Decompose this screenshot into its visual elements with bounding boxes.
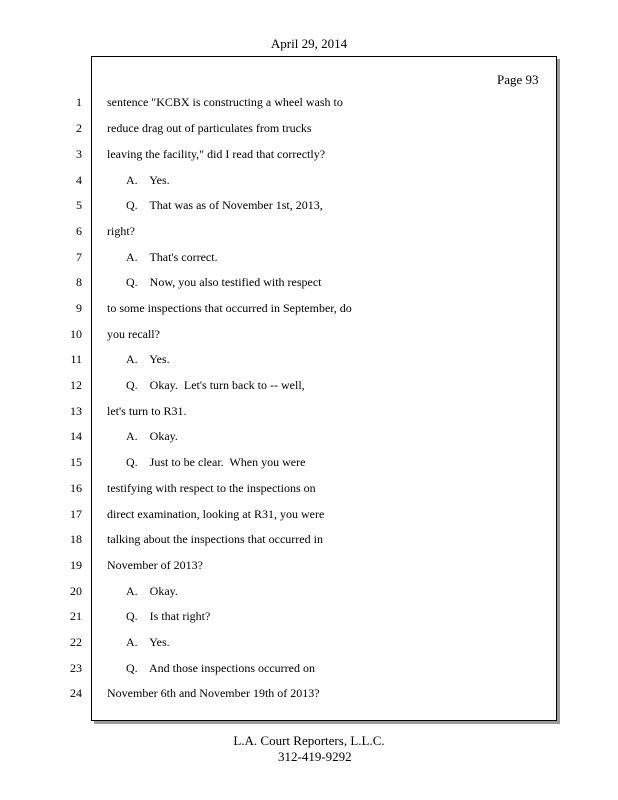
transcript-line: reduce drag out of particulates from trucks	[107, 121, 312, 135]
line-number: 2	[76, 121, 82, 135]
line-number: 22	[70, 635, 82, 649]
transcript-line: to some inspections that occurred in September, do	[107, 301, 352, 315]
transcript-line: Q. That was as of November 1st, 2013,	[126, 198, 323, 212]
footer-company: L.A. Court Reporters, L.L.C.	[233, 733, 385, 748]
transcript-line: Q. Just to be clear. When you were	[126, 455, 306, 469]
line-number: 3	[76, 147, 82, 161]
transcript-line: sentence "KCBX is constructing a wheel wash to	[107, 95, 343, 109]
transcript-line: A. Okay.	[126, 584, 178, 598]
transcript-line: A. Yes.	[126, 635, 170, 649]
transcript-line: right?	[107, 224, 135, 238]
transcript-line: A. That's correct.	[126, 250, 218, 264]
transcript-line: Q. And those inspections occurred on	[126, 661, 315, 675]
transcript-line: A. Yes.	[126, 173, 170, 187]
transcript-line: A. Okay.	[126, 429, 178, 443]
line-number: 12	[70, 378, 82, 392]
line-number: 11	[70, 352, 82, 366]
line-number: 18	[70, 532, 82, 546]
transcript-line: A. Yes.	[126, 352, 170, 366]
transcript-line: talking about the inspections that occurred in	[107, 532, 323, 546]
line-number: 14	[70, 429, 82, 443]
line-number: 13	[70, 404, 82, 418]
line-number: 4	[76, 173, 82, 187]
transcript-line: Q. Now, you also testified with respect	[126, 275, 322, 289]
transcript-line: November 6th and November 19th of 2013?	[107, 686, 320, 700]
transcript-line: let's turn to R31.	[107, 404, 187, 418]
transcript-line: you recall?	[107, 327, 160, 341]
footer-phone: 312-419-9292	[278, 749, 352, 764]
transcript-line: leaving the facility," did I read that correctly?	[107, 147, 326, 161]
line-number: 5	[76, 198, 82, 212]
page-number: Page 93	[497, 72, 539, 87]
line-number: 17	[70, 507, 82, 521]
line-number: 20	[70, 584, 82, 598]
line-number: 15	[70, 455, 82, 469]
line-number: 24	[70, 686, 82, 700]
line-number: 9	[76, 301, 82, 315]
line-number: 7	[76, 250, 82, 264]
transcript-line: testifying with respect to the inspections on	[107, 481, 316, 495]
line-number: 10	[70, 327, 82, 341]
line-number: 6	[76, 224, 82, 238]
header-date: April 29, 2014	[270, 36, 348, 51]
line-number: 19	[70, 558, 82, 572]
transcript-line: Q. Okay. Let's turn back to -- well,	[126, 378, 305, 392]
line-number: 16	[70, 481, 82, 495]
line-number: 8	[76, 275, 82, 289]
line-number: 21	[70, 609, 82, 623]
line-number: 23	[70, 661, 82, 675]
line-number: 1	[76, 95, 82, 109]
transcript-line: Q. Is that right?	[126, 609, 211, 623]
transcript-line: direct examination, looking at R31, you were	[107, 507, 325, 521]
transcript-line: November of 2013?	[107, 558, 203, 572]
